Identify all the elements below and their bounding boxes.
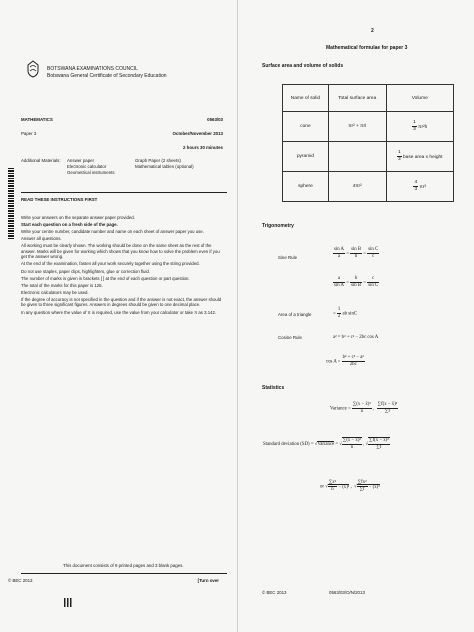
volume: $\frac{1}{3}$ πr²h: [386, 112, 454, 142]
material-item: Mathematical tables (optional): [135, 164, 194, 169]
trig-heading: Trigonometry: [262, 223, 294, 229]
sd-formula: Standard deviation (SD) = √Variance = √ $\frac{\text{∑(x − x̄)²}}{n}$ , √ $\frac{\text{∑f(x − x̄)²}}{\sum f}$: [263, 438, 389, 450]
turn-over: [Turn over: [197, 578, 219, 583]
instruction: Start each question on a fresh side of the page.: [21, 222, 118, 228]
variance-formula: Variance = $\frac{\text{∑(x − x̄)²}}{n}$ , $\frac{\text{∑f(x − x̄)²}}{\sum f}$: [330, 402, 398, 414]
table-row: [283, 172, 454, 202]
page-barcode-icon: [64, 598, 72, 607]
volume: $\frac{1}{3}$ base area x height: [386, 142, 454, 172]
subject: MATHEMATICS: [21, 117, 53, 122]
paper-code: 0563/03: [207, 117, 223, 122]
stats-heading: Statistics: [262, 385, 285, 391]
cosine-rule-2: cos A = $\frac{\text{b² + c² − a²}}{2bc}$: [326, 355, 364, 367]
material-item: Graph Paper (2 sheets): [135, 158, 181, 163]
material-item: Geometrical instruments: [67, 170, 115, 175]
surface-area: [328, 142, 386, 172]
council-name: BOTSWANA EXAMINATIONS COUNCIL: [47, 66, 138, 72]
sine-rule-2: $\frac{a}{\text{sin A}}$ = $\frac{b}{\text{sin B}}$ = $\frac{c}{\text{sin C}}$: [334, 276, 379, 288]
solid-name: sphere: [283, 172, 329, 202]
solids-table: [282, 84, 454, 202]
instruction: The total of the marks for this paper is 125.: [21, 282, 103, 288]
instruction: Write your answers on the separate answer paper provided.: [21, 215, 135, 220]
solid-name: pyramid: [283, 142, 329, 172]
instruction: The number of marks is given in brackets [ ] at the end of each question or part question.: [21, 275, 190, 281]
instruction: In any question where the value of π is required, use the value from your calculator or take π as 3.142.: [21, 309, 217, 315]
sine-rule-1: $\frac{\text{sin A}}{a}$ = $\frac{\text{sin B}}{b}$ = $\frac{\text{sin C}}{c}$: [334, 247, 379, 259]
surface-area: 4πr²: [328, 172, 386, 202]
formulae-title: Mathematical formulae for paper 3: [326, 45, 408, 51]
instruction: Electronic calculators may be used.: [21, 289, 89, 295]
council-crest-icon: [26, 60, 40, 78]
barcode-strip: [8, 168, 14, 240]
surface-heading: Surface area and volume of solids: [262, 63, 344, 69]
material-item: Answer paper: [67, 158, 95, 163]
area-label: Area of a triangle: [278, 312, 312, 317]
sine-rule-label: Sine Rule: [278, 255, 298, 260]
page-number: 2: [371, 28, 374, 34]
table-row: [283, 142, 454, 172]
col-header: Volume: [386, 85, 454, 112]
instructions-list: [21, 215, 226, 317]
area-formula: = $\frac{1}{2}$ ab sinC: [333, 307, 358, 319]
divider: [21, 573, 227, 574]
sd-alt-formula: or √ $\frac{\text{∑x²}}{n}$ − (x̄)² , √ $\frac{\text{∑fx²}}{\sum f}$ − (x̄)²: [320, 480, 380, 492]
paper-ref: 0563/03/O/N/2013: [329, 590, 365, 595]
copyright-right: © BEC 2013: [262, 590, 287, 595]
divider: [21, 192, 227, 193]
instruction: If the degree of accuracy is not specified in the question and if the answer is not exact, the answer should be given to three significant figures. Answers in degrees should be given to one decimal place.: [21, 296, 222, 308]
instruction: Do not use staples, paper clips, highlighters, glue or correction fluid.: [21, 268, 150, 274]
table-row: [283, 112, 454, 142]
volume: $\frac{4}{3}$ πr³: [386, 172, 454, 202]
material-item: Electronic calculator: [67, 164, 107, 169]
instruction: All working must be clearly shown. The working should be done on the same sheet as the rest of the answer. Marks will be given for working which shows that you know how to solve the problem even if you get the answer wrong.: [21, 243, 220, 260]
instruction: Answer all questions.: [21, 236, 62, 242]
copyright: © BEC 2013: [8, 578, 33, 583]
instruction: Write your centre number, candidate number and name on each sheet of answer paper you use.: [21, 229, 204, 235]
session: October/November 2013: [172, 131, 223, 136]
certificate-name: Botswana General Certificate of Secondary Education: [47, 73, 167, 79]
instruction: At the end of the examination, fasten all your work securely together using the string provided.: [21, 261, 200, 267]
duration: 2 hours 30 minutes: [182, 145, 223, 150]
paper-number: Paper 3: [21, 131, 37, 136]
col-header: Name of solid: [283, 85, 329, 112]
instructions-heading: READ THESE INSTRUCTIONS FIRST: [21, 197, 98, 202]
surface-area: πr² + πrl: [328, 112, 386, 142]
page-count-note: This document consists of 9 printed pages and 3 blank pages.: [63, 563, 184, 568]
col-header: Total surface area: [328, 85, 386, 112]
materials-label: Additional Materials:: [21, 158, 61, 163]
cosine-rule-1: a² = b² + c² − 2bc cos A: [333, 335, 379, 340]
solid-name: cone: [283, 112, 329, 142]
cosine-label: Cosine Rule: [278, 335, 302, 340]
